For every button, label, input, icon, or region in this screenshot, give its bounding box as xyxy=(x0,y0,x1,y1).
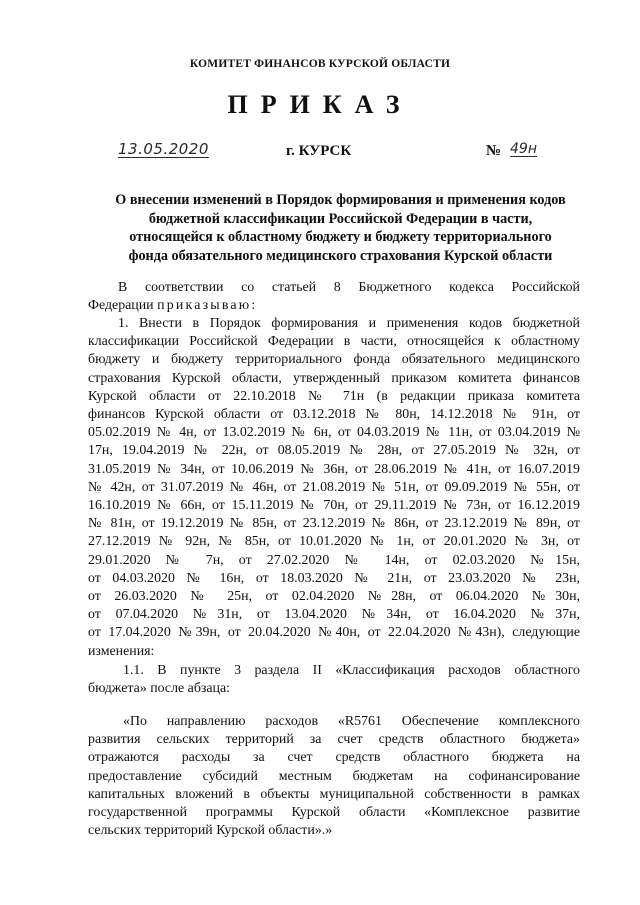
handwritten-number: 49н xyxy=(510,141,537,157)
document-type-heading: ПРИКАЗ xyxy=(227,90,413,119)
item-1-paragraph xyxy=(88,315,580,661)
paragraph-line: бюджета» после абзаца: xyxy=(88,681,231,697)
paragraph-line: 27.12.2019 № 92н, № 85н, от 10.01.2020 № 1н, от 20.01.2020 № 3н, от xyxy=(88,534,580,550)
document-title xyxy=(98,191,583,265)
number-label: № xyxy=(486,143,502,159)
paragraph-line: 29.01.2020 № 7н, от 27.02.2020 № 14н, от 02.03.2020 №15н, xyxy=(88,552,580,568)
paragraph-line: предоставление субсидий местным бюджетам на софинансирование xyxy=(88,768,580,784)
intro-text: Федерации xyxy=(88,298,158,314)
paragraph-line: развития сельских территорий за счет средств областного бюджета» xyxy=(88,732,580,748)
paragraph-line: 05.02.2019 № 4н, от 13.02.2019 № 6н, от 04.03.2019 № 11н, от 03.04.2019 № xyxy=(88,425,580,441)
paragraph-line: 1.1. В пункте 3 раздела II «Классификация расходов областного xyxy=(123,663,580,678)
paragraph-line: страхования Курской области, утвержденный приказом комитета финансов xyxy=(88,370,580,386)
paragraph-line: финансов Курской области от 03.12.2018 № 80н, 14.12.2018 № 91н, от xyxy=(88,407,580,423)
order-word: приказываю xyxy=(157,298,252,314)
paragraph-line: от 04.03.2020 № 16н, от 18.03.2020 № 21н, от 23.03.2020 № 23н, xyxy=(88,570,580,586)
paragraph-line: от 26.03.2020 № 25н, от 02.04.2020 №28н, от 06.04.2020 №30н, xyxy=(88,589,580,605)
paragraph-line xyxy=(88,297,580,315)
paragraph-line: В соответствии со статьей 8 Бюджетного кодекса Российской xyxy=(118,280,580,295)
title-line: бюджетной классификации Российской Федерации в части, xyxy=(148,210,533,227)
title-line: О внесении изменений в Порядок формирования и применения кодов xyxy=(115,192,566,208)
title-line: относящейся к областному бюджету и бюджету территориального xyxy=(129,229,552,245)
quoted-paragraph xyxy=(88,713,580,840)
paragraph-line: 17н, 19.04.2019 № 22н, от 08.05.2019 № 28н, от 27.05.2019 № 32н, от xyxy=(88,443,580,459)
intro-paragraph xyxy=(88,279,580,315)
paragraph-line: 31.05.2019 № 34н, от 10.06.2019 № 36н, от 28.06.2019 № 41н, от 16.07.2019 xyxy=(88,461,580,477)
city-label: г. КУРСК xyxy=(286,143,352,159)
paragraph-line: государственной программы Курской области «Комплексное развитие xyxy=(88,805,580,821)
paragraph-line: от 17.04.2020 №39н, от 20.04.2020 №40н, от 22.04.2020 №43н), следующие xyxy=(88,625,580,641)
organization-name: КОМИТЕТ ФИНАНСОВ КУРСКОЙ ОБЛАСТИ xyxy=(189,58,451,70)
paragraph-line: сельских территорий Курской области».» xyxy=(88,823,333,839)
title-line: фонда обязательного медицинского страхования Курской области xyxy=(128,247,553,264)
handwritten-date: 13.05.2020 xyxy=(118,140,209,158)
item-1-1-paragraph xyxy=(88,662,580,698)
paragraph-line: № 81н, от 19.12.2019 № 85н, от 23.12.2019 № 86н, от 23.12.2019 № 89н, от xyxy=(88,516,580,532)
paragraph-line: № 42н, от 31.07.2019 № 46н, от 21.08.2019 № 51н, от 09.09.2019 № 55н, от xyxy=(88,479,580,495)
paragraph-line: «По направлению расходов «R5761 Обеспечение комплексного xyxy=(123,714,580,729)
paragraph-line: бюджету и бюджету территориального фонда обязательного медицинского xyxy=(88,352,580,368)
paragraph-line: отражаются расходы за счет средств областного бюджета на xyxy=(88,750,580,766)
paragraph-line: 16.10.2019 № 66н, от 15.11.2019 № 70н, от 29.11.2019 № 73н, от 16.12.2019 xyxy=(88,498,580,514)
paragraph-line: капитальных вложений в объекты муниципальной собственности в рамках xyxy=(88,786,580,802)
paragraph-line: от 07.04.2020 №31н, от 13.04.2020 №34н, от 16.04.2020 №37н, xyxy=(88,607,580,623)
paragraph-line: Курской области от 22.10.2018 № 71н (в редакции приказа комитета xyxy=(88,388,580,404)
paragraph-line: классификации Российской Федерации в части, относящейся к областному xyxy=(88,334,580,350)
paragraph-line: 1. Внести в Порядок формирования и применения кодов бюджетной xyxy=(118,316,580,331)
paragraph-line: изменения: xyxy=(88,643,155,659)
intro-colon: : xyxy=(251,298,256,314)
